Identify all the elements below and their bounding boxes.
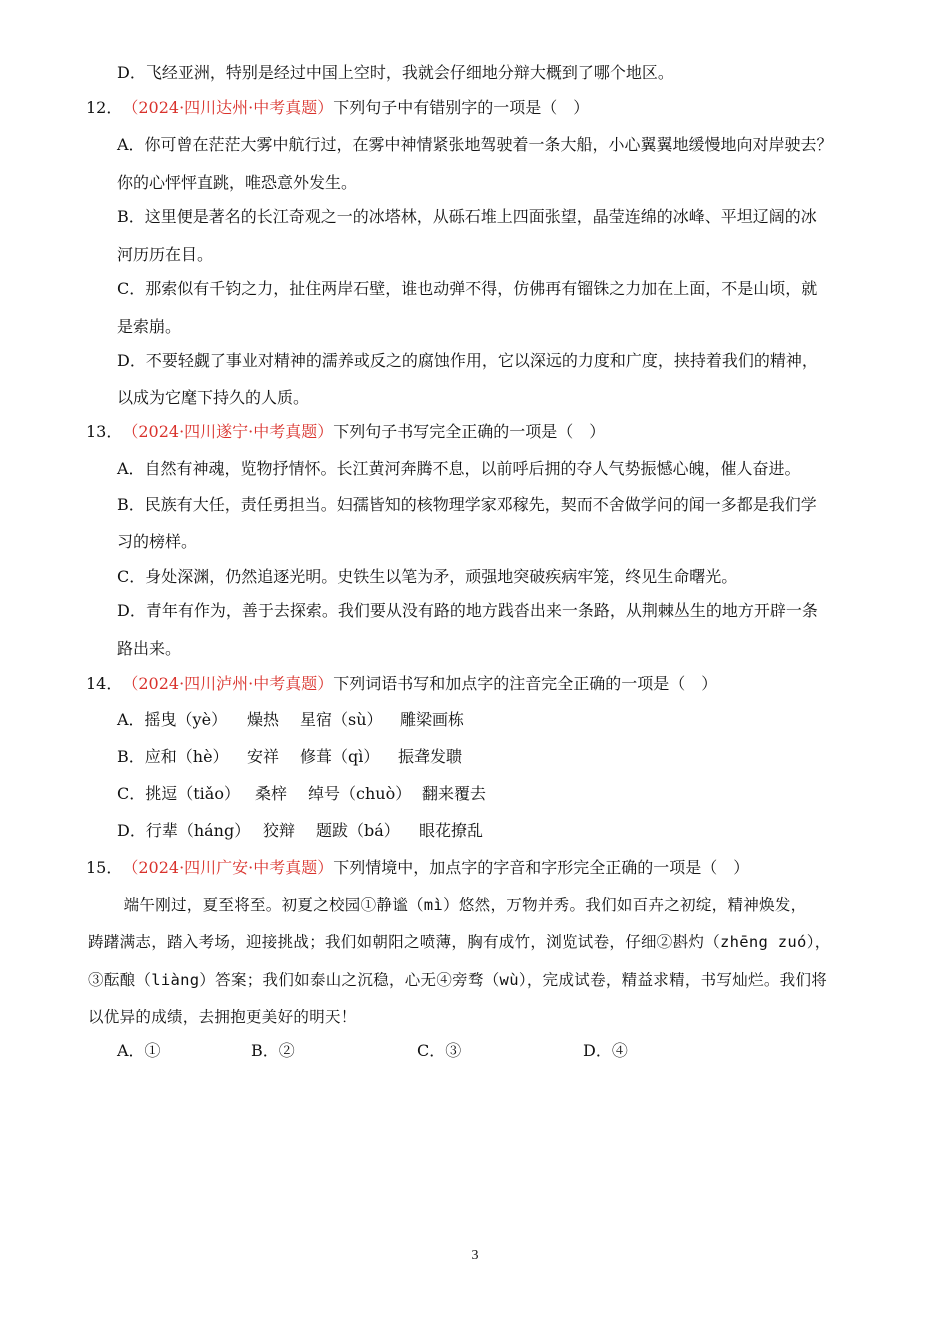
- term: 修葺（qì）: [300, 747, 380, 766]
- term: B．应和（hè）: [117, 747, 229, 766]
- q12-option-a: A．你可曾在茫茫大雾中航行过，在雾中神情紧张地驾驶着一条大船，小心翼翼地缓慢地向对岸驶去？: [117, 135, 833, 154]
- term: 狡辩: [263, 821, 296, 840]
- q13-option-c: C．身处深渊，仍然追逐光明。史铁生以笔为矛，顽强地突破疾病牢笼，终见生命曙光。: [117, 567, 738, 586]
- passage-line: 端午刚过，夏至将至。初夏之校园①静谧（mì）悠然，万物并秀。我们如百卉之初绽，精神焕发，: [92, 896, 807, 914]
- question-14-header: [86, 673, 717, 695]
- term: 安祥: [247, 747, 280, 766]
- term: D．行辈（háng）: [117, 821, 251, 840]
- term: 绰号（chuò）: [308, 784, 412, 803]
- term: 燥热: [247, 710, 280, 729]
- question-15-header: [86, 857, 749, 879]
- q14-option-c: [117, 783, 486, 805]
- question-source: （2024·四川达州·中考真题）: [130, 98, 334, 117]
- q14-option-a: [117, 709, 464, 731]
- question-13-header: [86, 421, 605, 443]
- question-number: 15．: [86, 858, 123, 877]
- question-source: （2024·四川泸州·中考真题）: [130, 674, 334, 693]
- term: 翻来覆去: [422, 784, 487, 803]
- q13-option-d-cont: 路出来。: [117, 639, 182, 658]
- term: 眼花撩乱: [419, 821, 484, 840]
- term: 振聋发聩: [398, 747, 463, 766]
- q12-option-c-cont: 是索崩。: [117, 317, 182, 336]
- term: A．摇曳（yè）: [117, 710, 228, 729]
- q13-option-d: D．青年有作为，善于去探索。我们要从没有路的地方践沓出来一条路，从荆棘丛生的地方开辟一条: [117, 601, 818, 620]
- question-12-header: [86, 97, 589, 119]
- question-stem: 下列词语书写和加点字的注音完全正确的一项是（ ）: [333, 674, 718, 693]
- term: 题跋（bá）: [316, 821, 400, 840]
- question-stem: 下列句子书写完全正确的一项是（ ）: [333, 422, 606, 441]
- answer-option-c: C．③: [417, 1041, 462, 1060]
- term: 雕梁画栋: [400, 710, 465, 729]
- q13-option-b: B．民族有大任，责任勇担当。妇孺皆知的核物理学家邓稼先，契而不舍做学问的闻一多都是我们学: [117, 495, 817, 514]
- passage-line: 踌躇满志，踏入考场，迎接挑战；我们如朝阳之喷薄，胸有成竹，浏览试卷，仔细②斟灼（zhēng zuó），: [88, 933, 831, 951]
- q12-option-a-cont: 你的心怦怦直跳，唯恐意外发生。: [117, 173, 358, 192]
- question-source: （2024·四川遂宁·中考真题）: [130, 422, 334, 441]
- q14-option-d: [117, 820, 483, 842]
- term: C．挑逗（tiǎo）: [117, 784, 240, 803]
- question-source: （2024·四川广安·中考真题）: [130, 858, 334, 877]
- question-stem: 下列情境中，加点字的字音和字形完全正确的一项是（ ）: [333, 858, 750, 877]
- question-number: 13．: [86, 422, 123, 441]
- q13-option-a: A．自然有神魂，览物抒情怀。长江黄河奔腾不息，以前呼后拥的夺人气势振憾心魄，催人奋进。: [117, 459, 801, 478]
- question-number: 14．: [86, 674, 123, 693]
- answer-option-b: B．②: [251, 1041, 295, 1060]
- q12-option-b-cont: 河历历在目。: [117, 245, 214, 264]
- answer-option-a: A．①: [117, 1041, 161, 1060]
- q12-option-d: D．不要轻觑了事业对精神的濡养或反之的腐蚀作用，它以深远的力度和广度，挟持着我们的精神，: [117, 351, 818, 370]
- answer-option-d: D．④: [583, 1041, 628, 1060]
- question-stem: 下列句子中有错别字的一项是（ ）: [333, 98, 590, 117]
- passage-line: ③酝酿（liàng）答案；我们如泰山之沉稳，心无④旁骛（wù），完成试卷，精益求精，书写灿烂。我们将: [88, 971, 828, 989]
- q11-option-d: D．飞经亚洲，特别是经过中国上空时，我就会仔细地分辩大概到了哪个地区。: [117, 63, 674, 82]
- q12-option-b: B．这里便是著名的长江奇观之一的冰塔林，从砾石堆上四面张望，晶莹连绵的冰峰、平坦辽阔的冰: [117, 207, 817, 226]
- page-number: 3: [471, 1248, 479, 1263]
- term: 星宿（sù）: [300, 710, 383, 729]
- q12-option-c: C．那索似有千钧之力，扯住两岸石壁，谁也动弹不得，仿佛再有镏铢之力加在上面，不是山顷，就: [117, 279, 818, 298]
- q12-option-d-cont: 以成为它麾下持久的人质。: [117, 388, 310, 407]
- term: 桑梓: [255, 784, 288, 803]
- question-number: 12．: [86, 98, 123, 117]
- passage-line: 以优异的成绩，去拥抱更美好的明天！: [88, 1008, 357, 1026]
- q14-option-b: [117, 746, 462, 768]
- q13-option-b-cont: 习的榜样。: [117, 532, 198, 551]
